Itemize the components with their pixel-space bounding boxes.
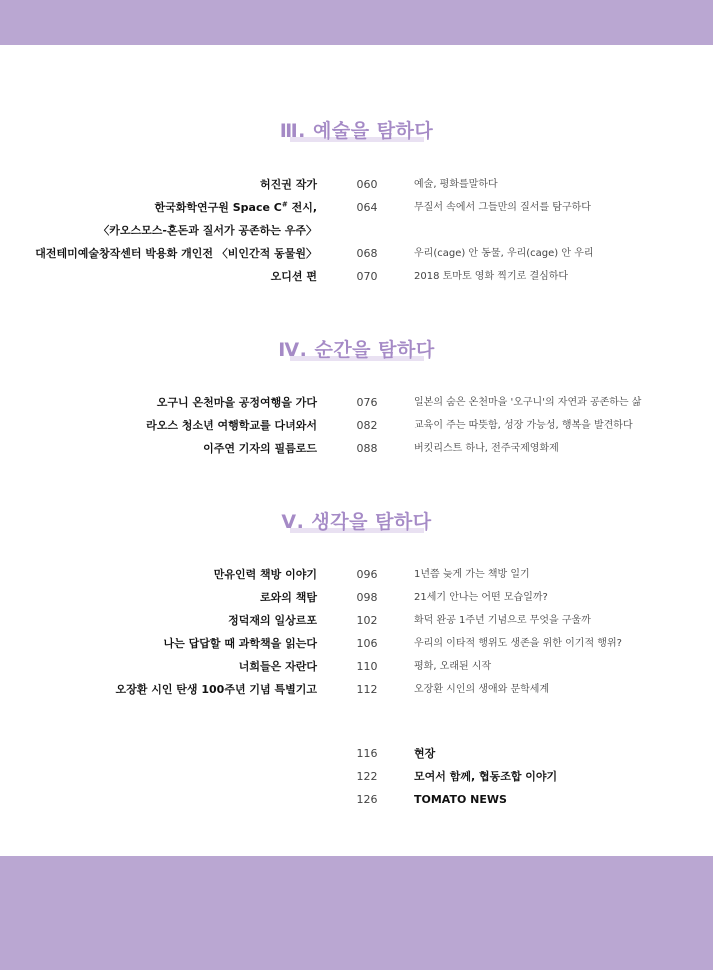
entry-page: 070 xyxy=(356,270,378,283)
entry-page: 116 xyxy=(356,747,378,760)
entry-page: 076 xyxy=(356,396,378,409)
section-3-title: Ⅲ. 예술을 탐하다 xyxy=(0,116,713,142)
entry-title: 모여서 함께, 협동조합 이야기 xyxy=(414,770,558,783)
entry-page: 126 xyxy=(356,793,378,806)
entry-page: 102 xyxy=(356,614,378,627)
entry-page: 060 xyxy=(356,178,378,191)
entry-title: TOMATO NEWS xyxy=(414,793,507,806)
entry-title: 허진권 작가 xyxy=(260,178,317,191)
toc-entry[interactable] xyxy=(0,769,713,792)
entry-description: 2018 토마토 영화 찍기로 결심하다 xyxy=(414,271,569,282)
entry-title: 한국화학연구원 Space C# 전시, xyxy=(154,200,317,214)
toc-entry[interactable] xyxy=(0,269,713,292)
toc-entry[interactable] xyxy=(0,682,713,705)
entry-title: 오디션 편 xyxy=(270,270,317,283)
extras-list xyxy=(0,746,713,815)
toc-entry[interactable] xyxy=(0,223,713,246)
entry-description: 버킷리스트 하나, 전주국제영화제 xyxy=(414,443,559,454)
toc-entry[interactable] xyxy=(0,636,713,659)
entry-description: 우리(cage) 안 동물, 우리(cage) 안 우리 xyxy=(414,248,594,259)
entry-description: 교육이 주는 따뜻함, 성장 가능성, 행복을 발견하다 xyxy=(414,420,633,431)
entry-title: 만유인력 책방 이야기 xyxy=(213,568,317,581)
entry-description: 일본의 숨은 온천마을 '오구니'의 자연과 공존하는 삶 xyxy=(414,397,642,408)
section-4-list xyxy=(0,395,713,464)
entry-page: 064 xyxy=(356,201,378,214)
entry-title: 대전테미예술창작센터 박용화 개인전 〈비인간적 동물원〉 xyxy=(35,247,317,260)
entry-description: 1년쯤 늦게 가는 책방 일기 xyxy=(414,569,530,580)
entry-title: 현장 xyxy=(414,747,436,760)
entry-page: 112 xyxy=(356,683,378,696)
toc-entry[interactable] xyxy=(0,418,713,441)
bottom-band xyxy=(0,856,713,970)
entry-title: 〈카오스모스-혼돈과 질서가 공존하는 우주〉 xyxy=(98,224,317,237)
entry-page: 068 xyxy=(356,247,378,260)
entry-page: 082 xyxy=(356,419,378,432)
section-3-list xyxy=(0,177,713,292)
toc-entry[interactable] xyxy=(0,200,713,223)
entry-title: 정덕재의 일상르포 xyxy=(228,614,317,627)
entry-page: 088 xyxy=(356,442,378,455)
entry-description: 오장환 시인의 생애와 문학세계 xyxy=(414,684,550,695)
entry-title: 오장환 시인 탄생 100주년 기념 특별기고 xyxy=(115,683,317,696)
toc-entry[interactable] xyxy=(0,590,713,613)
toc-entry[interactable] xyxy=(0,746,713,769)
toc-entry[interactable] xyxy=(0,659,713,682)
entry-title: 나는 답답할 때 과학책을 읽는다 xyxy=(163,637,317,650)
entry-description: 화덕 완공 1주년 기념으로 무엇을 구울까 xyxy=(414,615,591,626)
toc-entry[interactable] xyxy=(0,567,713,590)
section-5-title: Ⅴ. 생각을 탐하다 xyxy=(0,507,713,533)
entry-title: 로와의 책탐 xyxy=(260,591,317,604)
entry-description: 평화, 오래된 시작 xyxy=(414,661,492,672)
entry-page: 096 xyxy=(356,568,378,581)
entry-page: 106 xyxy=(356,637,378,650)
entry-title: 오구니 온천마을 공정여행을 가다 xyxy=(156,396,317,409)
entry-title: 라오스 청소년 여행학교를 다녀와서 xyxy=(146,419,317,432)
entry-description: 우리의 이타적 행위도 생존을 위한 이기적 행위? xyxy=(414,638,622,649)
toc-entry[interactable] xyxy=(0,441,713,464)
entry-description: 21세기 안나는 어떤 모습일까? xyxy=(414,592,548,603)
section-5-list xyxy=(0,567,713,705)
toc-entry[interactable] xyxy=(0,177,713,200)
toc-entry[interactable] xyxy=(0,395,713,418)
toc-entry[interactable] xyxy=(0,246,713,269)
section-4-title: Ⅳ. 순간을 탐하다 xyxy=(0,335,713,361)
entry-title: 너희들은 자란다 xyxy=(238,660,317,673)
toc-entry[interactable] xyxy=(0,613,713,636)
entry-page: 122 xyxy=(356,770,378,783)
entry-page: 098 xyxy=(356,591,378,604)
toc-entry[interactable] xyxy=(0,792,713,815)
entry-title: 이주연 기자의 필름로드 xyxy=(203,442,317,455)
top-band xyxy=(0,0,713,45)
entry-page: 110 xyxy=(356,660,378,673)
entry-description: 무질서 속에서 그들만의 질서를 탐구하다 xyxy=(414,202,591,213)
entry-description: 예술, 평화를말하다 xyxy=(414,179,498,190)
